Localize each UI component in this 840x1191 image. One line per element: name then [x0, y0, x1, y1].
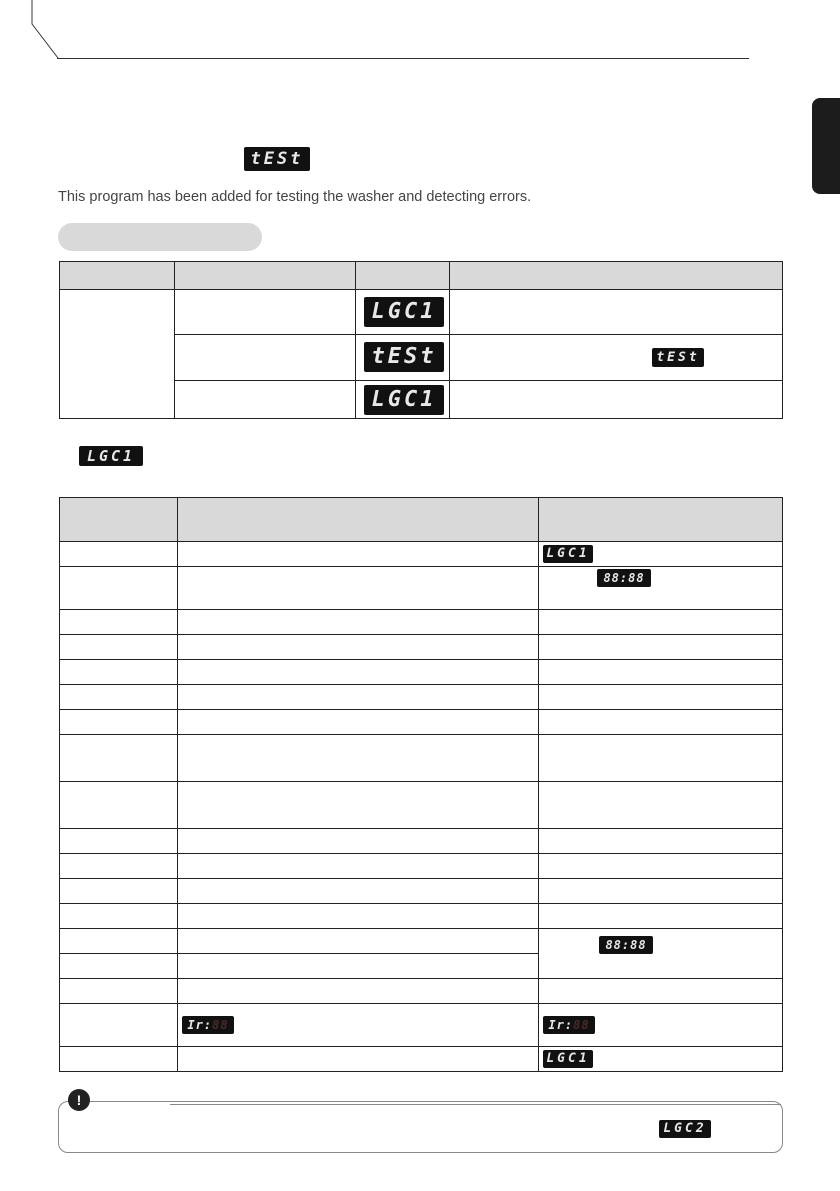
table-cell: [356, 335, 450, 381]
lgc1-display: LGC1: [543, 1050, 593, 1068]
table-cell: [539, 929, 783, 979]
table-header-cell: [450, 262, 783, 290]
table-cell: [60, 829, 178, 854]
table-cell: [539, 829, 783, 854]
table-row: [60, 979, 783, 1004]
table-cell: [539, 735, 783, 782]
table-row: [60, 542, 783, 567]
table-row: [60, 660, 783, 685]
table-cell: [178, 879, 539, 904]
section-side-tab: [812, 98, 840, 194]
note-header-rule: [170, 1104, 781, 1105]
table-cell: [178, 567, 539, 610]
table-header-cell: [60, 262, 175, 290]
table-cell: [450, 381, 783, 419]
table-cell: [539, 979, 783, 1004]
table-cell: [60, 710, 178, 735]
table-cell: [539, 1047, 783, 1072]
table-cell: [60, 542, 178, 567]
table-row: [60, 854, 783, 879]
table-row: [60, 929, 783, 954]
corner-bracket: [0, 0, 60, 62]
table-cell: [356, 290, 450, 335]
table-row: [60, 610, 783, 635]
table-cell: [60, 879, 178, 904]
table-cell: [539, 542, 783, 567]
table-cell: [539, 879, 783, 904]
lgc2-display: LGC2: [659, 1120, 711, 1138]
table-cell: [60, 954, 178, 979]
table-row: [60, 735, 783, 782]
table-cell: [539, 660, 783, 685]
table-row: [60, 635, 783, 660]
table-cell: [175, 290, 356, 335]
table-cell: [539, 904, 783, 929]
table-cell: [539, 685, 783, 710]
table-cell: [178, 904, 539, 929]
table-cell: [60, 979, 178, 1004]
ir-display: Ir:88: [543, 1016, 595, 1034]
lgc1-display: LGC1: [364, 385, 444, 415]
table-header-cell: [60, 498, 178, 542]
exclamation-circle-icon: !: [68, 1089, 90, 1111]
table-header-cell: [539, 498, 783, 542]
lgc1-display: LGC1: [364, 297, 444, 327]
table-cell: [60, 660, 178, 685]
table-cell: [60, 567, 178, 610]
lgc1-display: LGC1: [543, 545, 593, 563]
table-cell: [60, 854, 178, 879]
table-row: [60, 685, 783, 710]
table-cell: [178, 635, 539, 660]
table-cell: [539, 782, 783, 829]
table-row: [60, 879, 783, 904]
table-cell: [60, 635, 178, 660]
table-cell: [178, 1047, 539, 1072]
note-box: [58, 1101, 783, 1153]
table-cell: [60, 685, 178, 710]
table-cell: [178, 979, 539, 1004]
table-cell: [175, 335, 356, 381]
table-cell: [60, 904, 178, 929]
test-display-small: tESt: [652, 348, 704, 367]
table-cell: [178, 710, 539, 735]
table-row: [60, 290, 783, 335]
ir-display: Ir:88: [182, 1016, 234, 1034]
table-cell: [539, 610, 783, 635]
lgc1-heading-display: LGC1: [79, 446, 143, 466]
table-cell: [539, 854, 783, 879]
table-cell: [356, 381, 450, 419]
table-cell: [175, 381, 356, 419]
table-row: [60, 710, 783, 735]
table-cell: [539, 710, 783, 735]
table-cell: [60, 290, 175, 419]
table-row: [60, 1047, 783, 1072]
table-cell: [60, 782, 178, 829]
table-cell: [178, 929, 539, 954]
clock-display: 88:88: [599, 936, 653, 954]
table-row: [60, 904, 783, 929]
table-cell: [539, 1004, 783, 1047]
table-row: [60, 1004, 783, 1047]
test-display-badge: tESt: [244, 147, 310, 171]
test-procedure-table: [59, 261, 783, 419]
table-cell: [178, 660, 539, 685]
table-row: [60, 829, 783, 854]
table-cell: [60, 1004, 178, 1047]
table-cell: [60, 1047, 178, 1072]
table-cell: [178, 542, 539, 567]
test-display: tESt: [364, 342, 444, 372]
test-steps-table: [59, 497, 783, 1072]
table-cell: [178, 685, 539, 710]
table-cell: [178, 854, 539, 879]
intro-text: This program has been added for testing the washer and detecting errors.: [58, 189, 532, 205]
table-cell: [178, 954, 539, 979]
table-cell: [178, 829, 539, 854]
table-cell: [178, 735, 539, 782]
table-cell: [539, 635, 783, 660]
table-header-cell: [175, 262, 356, 290]
table-row: [60, 782, 783, 829]
table-header-row: [60, 498, 783, 542]
table-header-cell: [178, 498, 539, 542]
section-label-pill: [58, 223, 262, 251]
table-cell: [60, 610, 178, 635]
table-cell: [60, 735, 178, 782]
table-cell: [178, 610, 539, 635]
table-header-cell: [356, 262, 450, 290]
table-cell: [178, 1004, 539, 1047]
table-cell: [60, 929, 178, 954]
table-cell: [450, 290, 783, 335]
header-rule: [57, 58, 749, 59]
table-cell: [539, 567, 783, 610]
table-header-row: [60, 262, 783, 290]
table-row: [60, 567, 783, 610]
table-cell: [178, 782, 539, 829]
clock-display: 88:88: [597, 569, 651, 587]
table-cell: [450, 335, 783, 381]
